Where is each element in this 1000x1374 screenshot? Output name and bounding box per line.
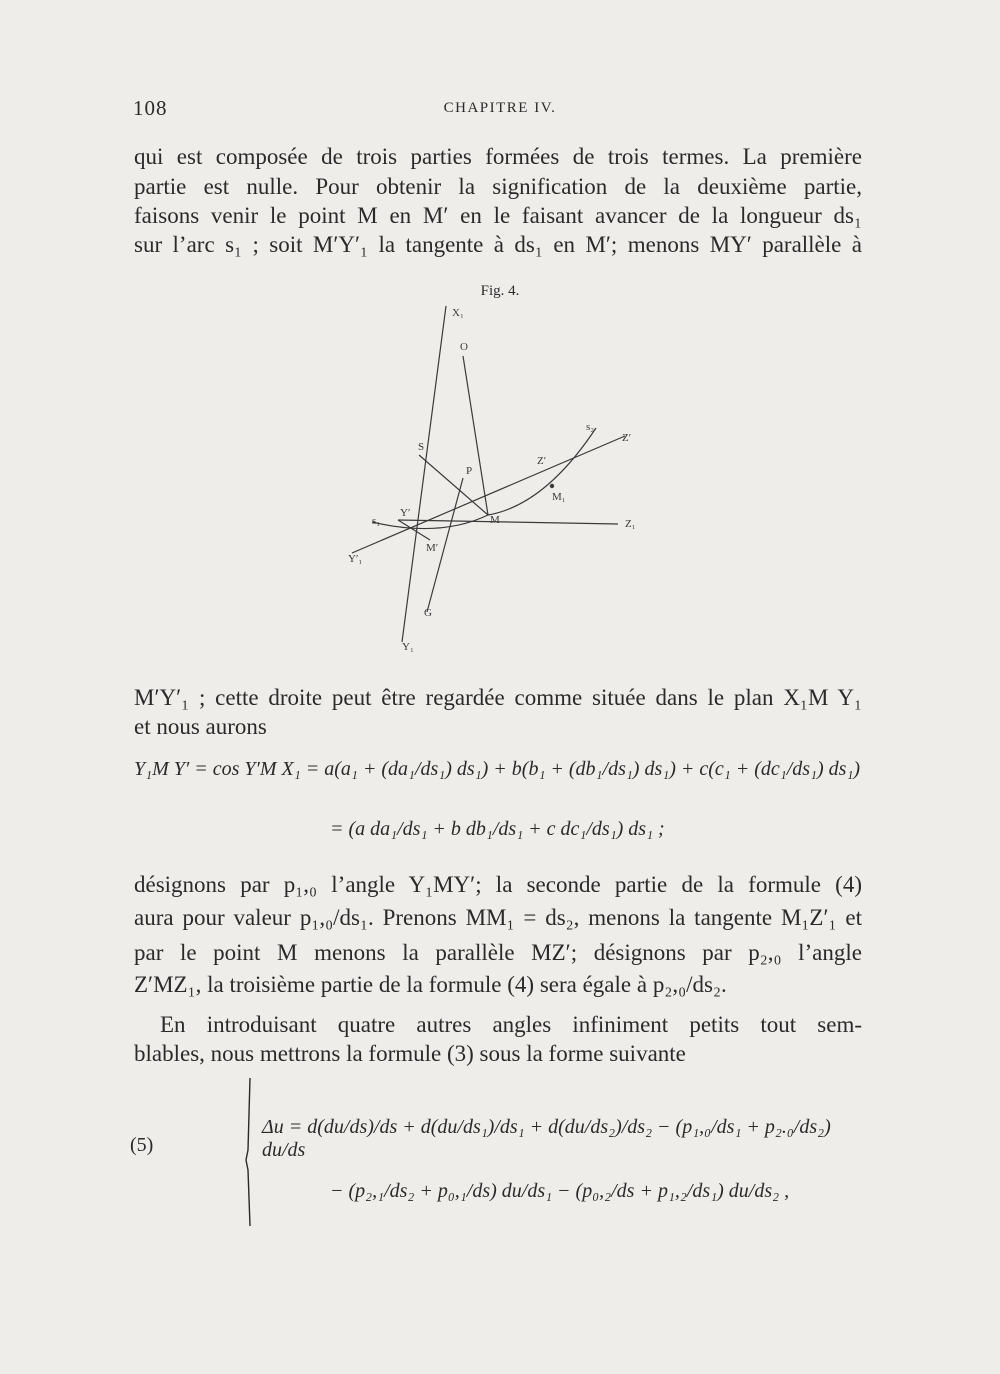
label-m1: M₁	[552, 491, 566, 503]
label-m: M	[490, 514, 500, 526]
para1-line3: faisons venir le point M en M′ en le faisant avancer de la longueur ds₁	[134, 203, 862, 228]
para1-line1: qui est composée de trois parties formées de trois termes. La première	[134, 144, 862, 169]
label-p: P	[466, 465, 473, 477]
equation-5-line1: Δu = d(du/ds)/ds + d(du/ds₁)/ds₁ + d(du/ds₂)/ds₂ − (p₁,₀/ds₁ + p₂.₀/ds₂) du/ds	[262, 1116, 831, 1161]
label-y1prime: Y′₁	[348, 553, 363, 565]
equation-1-line1: Y₁M Y′ = cos Y′M X₁ = a(a₁ + (da₁/ds₁) ds₁) + b(b₁ + (db₁/ds₁) ds₁) + c(c₁ + (dc₁/ds₁) ds₁)	[134, 758, 861, 780]
label-z1: Z₁	[625, 518, 636, 530]
para4-line1: En introduisant quatre autres angles infiniment petits tout sem-	[160, 1012, 862, 1037]
equation-1-line2: = (a da₁/ds₁ + b db₁/ds₁ + c dc₁/ds₁) ds₁ ;	[330, 818, 665, 840]
label-zprime-far: Z′	[622, 432, 632, 444]
para3-line4: Z′MZ₁, la troisième partie de la formule (4) sera égale à p₂,₀/ds₂.	[134, 972, 727, 997]
label-s2: s₂	[586, 421, 595, 433]
para3-line1: désignons par p₁,₀ l’angle Y₁MY′; la seconde partie de la formule (4)	[134, 872, 862, 897]
label-s: S	[418, 441, 425, 453]
page-number: 108	[133, 96, 168, 120]
para2-line1: M′Y′₁ ; cette droite peut être regardée comme située dans le plan X₁M Y₁	[134, 685, 862, 710]
figure-caption: Fig. 4.	[480, 283, 520, 299]
para2-line2: et nous aurons	[134, 714, 267, 739]
para4-line2: blables, nous mettrons la formule (3) sous la forme suivante	[134, 1041, 686, 1066]
chapter-title: CHAPITRE IV.	[443, 100, 557, 116]
label-o: O	[460, 341, 468, 353]
label-x1: X₁	[452, 307, 464, 319]
label-mprime: M′	[426, 542, 439, 554]
para1-line2: partie est nulle. Pour obtenir la signification de la deuxième partie,	[134, 174, 862, 199]
para3-line3: par le point M menons la parallèle MZ′; désignons par p₂,₀ l’angle	[134, 940, 862, 965]
label-yprime: Y′	[400, 507, 411, 519]
label-y1: Y₁	[402, 641, 414, 653]
para3-line2: aura pour valeur p₁,₀/ds₁. Prenons MM₁ = ds₂, menons la tangente M₁Z′₁ et	[134, 905, 862, 930]
equation-5-label: (5)	[130, 1134, 154, 1156]
equation-5-line2: − (p₂,₁/ds₂ + p₀,₁/ds) du/ds₁ − (p₀,₂/ds + p₁,₂/ds₁) du/ds₂ ,	[330, 1180, 790, 1202]
label-s1: s₁	[372, 515, 381, 527]
label-zprime: Z′	[537, 455, 547, 467]
para1-line4: sur l’arc s₁ ; soit M′Y′₁ la tangente à ds₁ en M′; menons MY′ parallèle à	[134, 232, 862, 257]
label-g: G	[424, 607, 432, 619]
